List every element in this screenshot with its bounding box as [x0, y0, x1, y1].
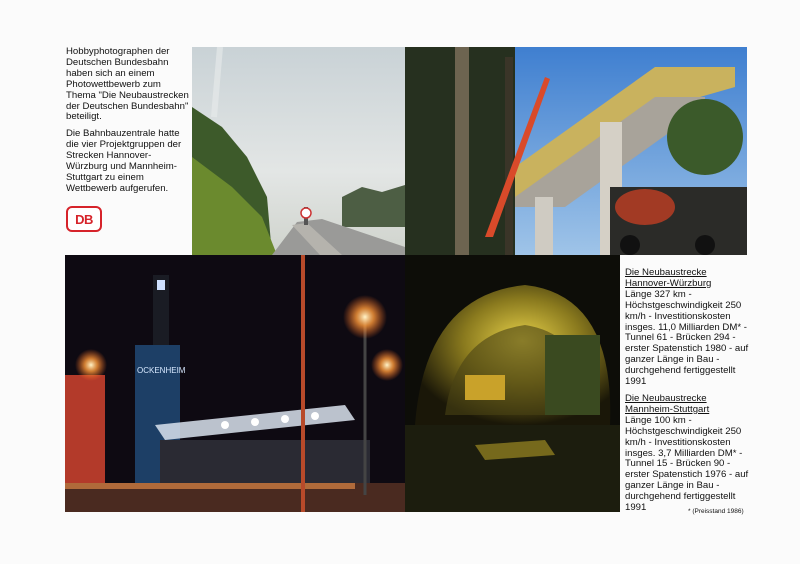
- facts-hannover-wuerzburg: [625, 268, 753, 388]
- photo-tunnel: [405, 255, 620, 512]
- route-facts: [625, 268, 753, 516]
- facts-body-1: Länge 327 km - Höchstgeschwindigkeit 250 km/h - Investitionskosten insges. 11,0 Milliarden DM* - Tunnel 61 - Brücken 294 - erster Spatenstich 1980 - auf ganzer Länge in Bau - durchgehend fertiggestellt 1991: [625, 288, 749, 388]
- station-sign-text: OCKENHEIM: [137, 366, 186, 375]
- price-footnote: * (Preisstand 1986): [688, 508, 744, 515]
- facts-mannheim-stuttgart: [625, 394, 753, 514]
- db-logo-text: DB: [75, 211, 93, 227]
- intro-paragraph-2: Die Bahnbauzentrale hatte die vier Projektgruppen der Strecken Hannover-Würzburg und Mannheim-Stuttgart zu einem Wettbewerb aufgerufen.: [66, 128, 182, 194]
- db-logo: [66, 206, 102, 232]
- facts-heading-1b: Hannover-Würzburg: [625, 277, 712, 289]
- intro-text: [66, 47, 192, 201]
- facts-heading-1a: Die Neubaustrecke: [625, 267, 707, 278]
- photo-night-station: [65, 255, 405, 512]
- photo-foggy-road: [192, 47, 405, 255]
- intro-paragraph-1: Hobbyphotographen der Deutschen Bundesbahn haben sich an einem Photowettbewerb zum Thema "Die Neubaustrecken der Deutschen Bundesbahn" beteiligt.: [66, 46, 189, 123]
- facts-heading-2b: Mannheim-Stuttgart: [625, 403, 710, 415]
- photo-bridge-construction: [405, 47, 747, 255]
- facts-heading-2a: Die Neubaustrecke: [625, 392, 707, 404]
- facts-body-2: Länge 100 km - Höchstgeschwindigkeit 250 km/h - Investitionskosten insges. 3,7 Milliarden DM* - Tunnel 15 - Brücken 90 - erster Spatenstich 1976 - auf ganzer Länge in Bau - durchgehend fertiggestellt 1991: [625, 414, 749, 514]
